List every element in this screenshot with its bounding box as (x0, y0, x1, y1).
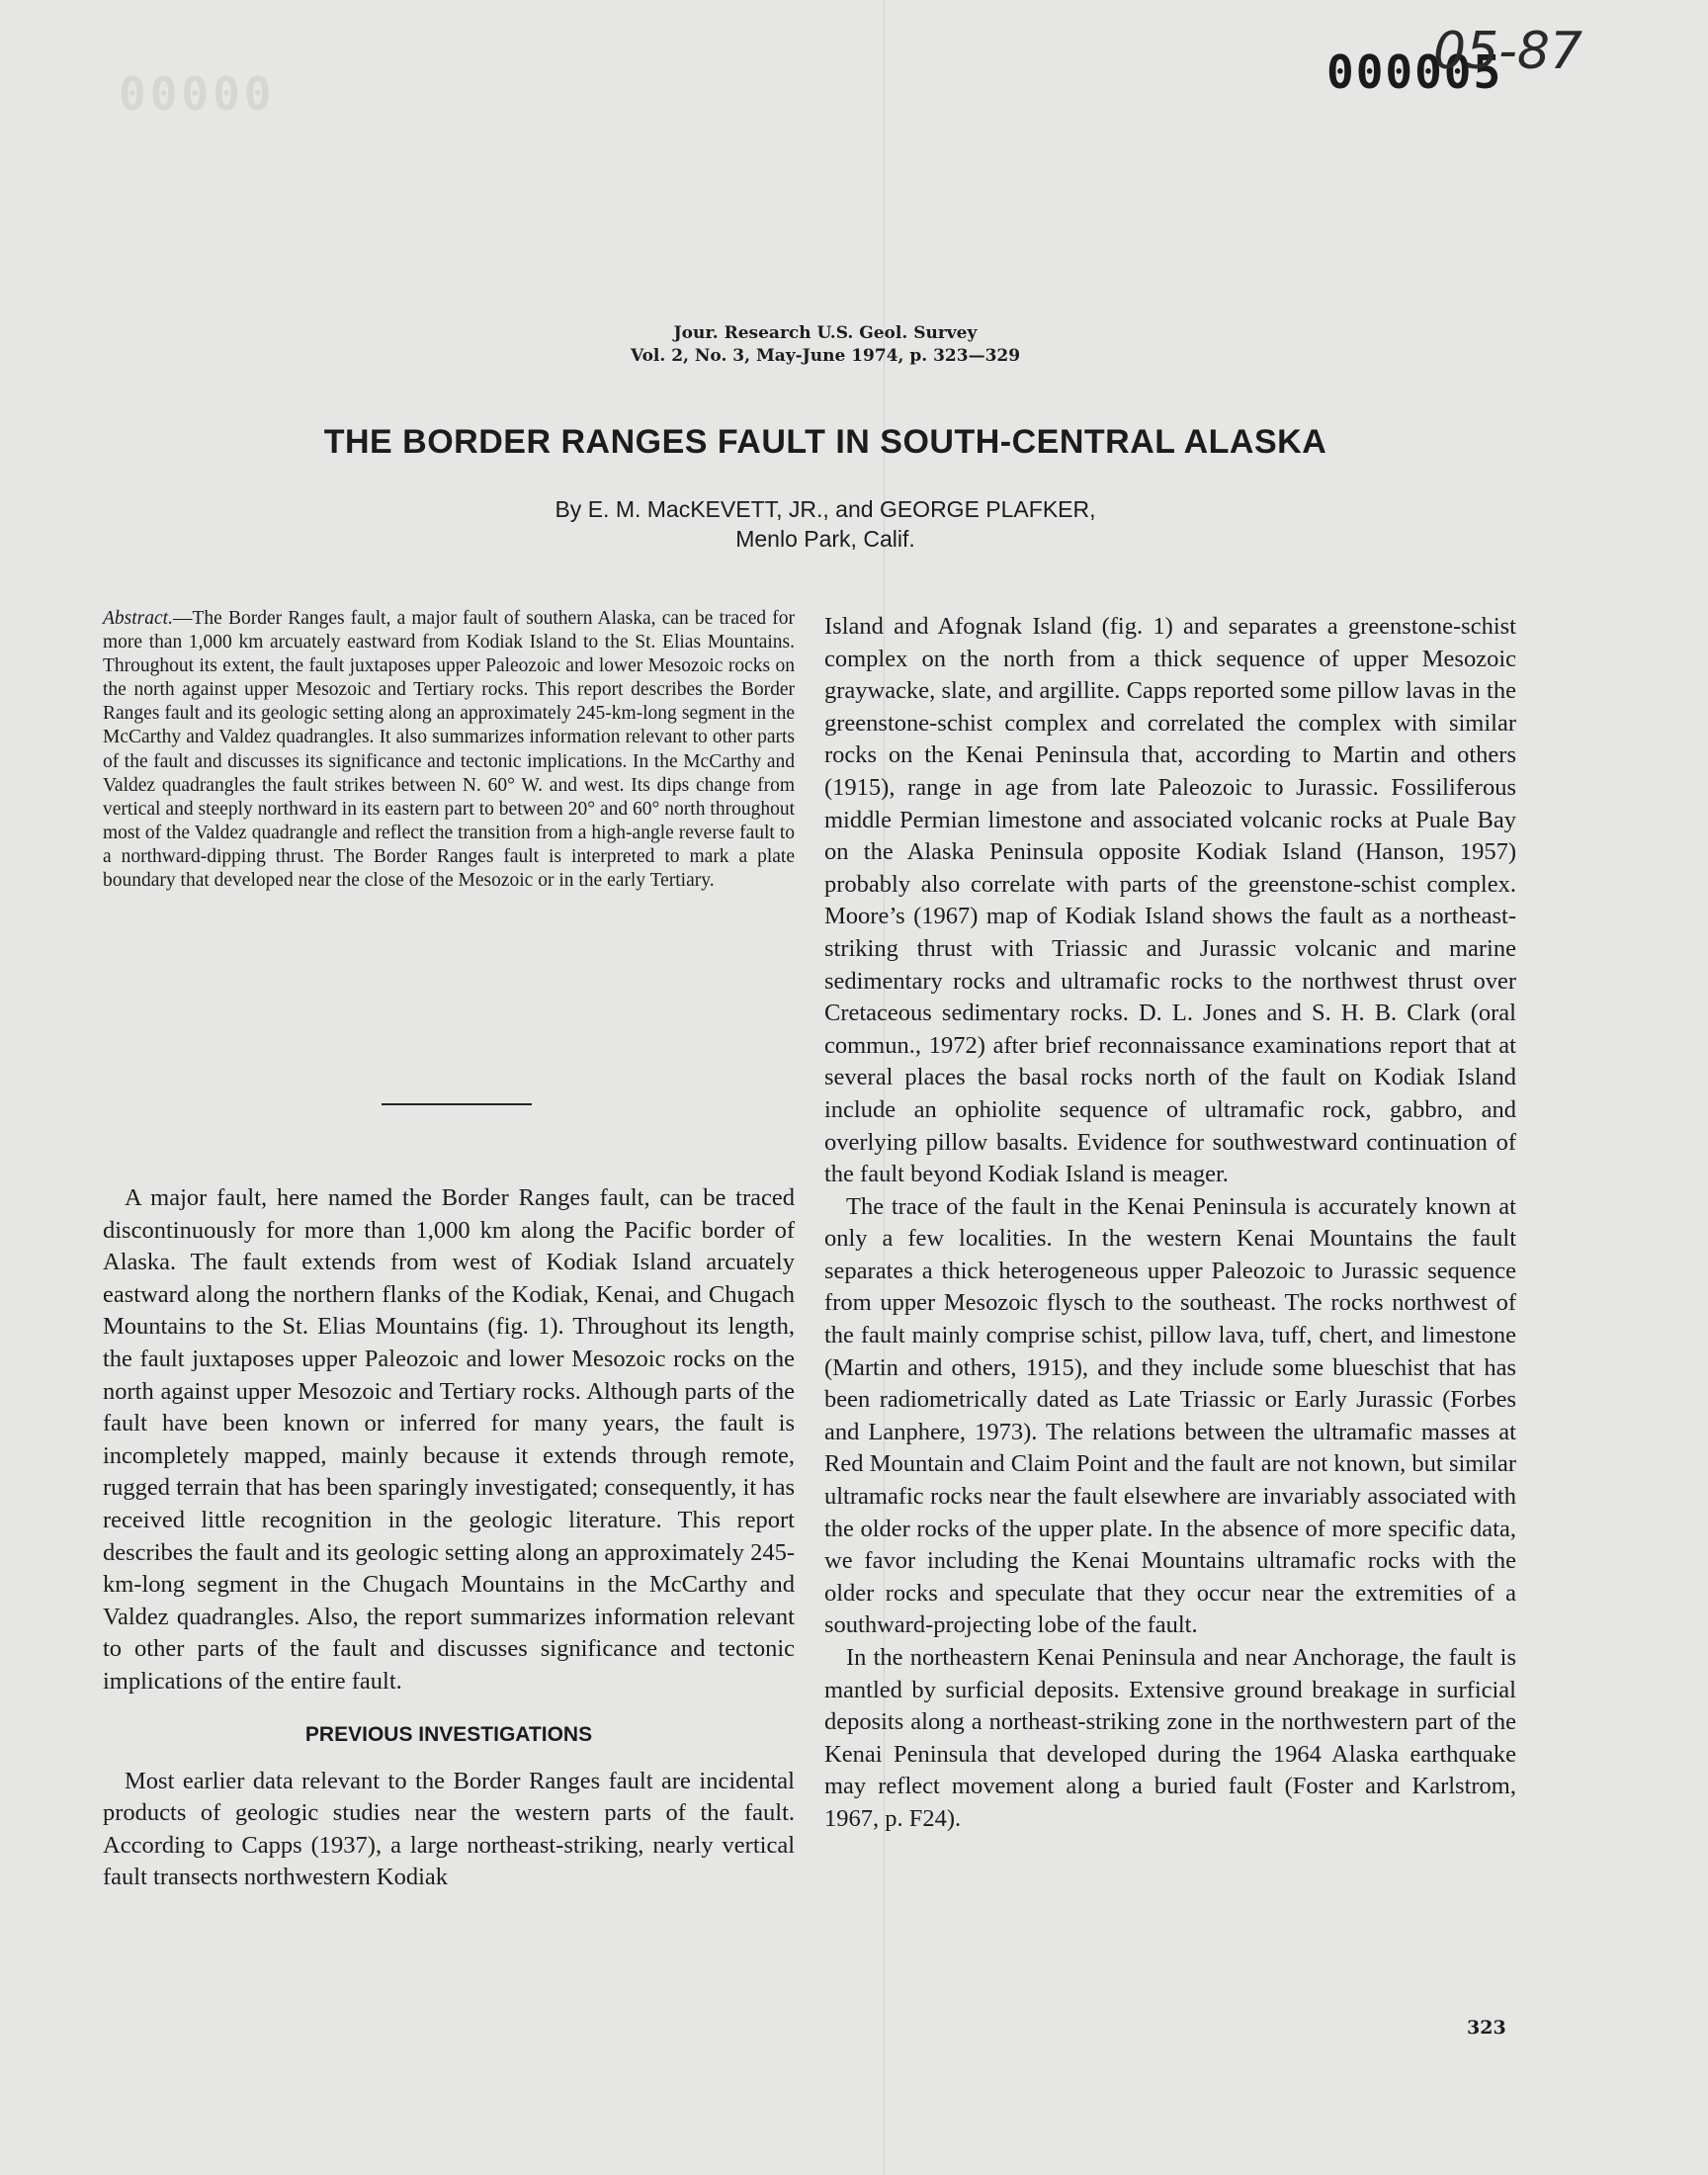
author-affiliation: Menlo Park, Calif. (735, 526, 915, 552)
intro-paragraph: A major fault, here named the Border Ranges fault, can be traced discontinuously for more than 1,000 km along the Pacific border of Alaska. The fault extends from west of Kodiak Island arcuately eastward along the northern flanks of the Kodiak, Kenai, and Chugach Mountains to the St. Elias Mountains (fig. 1). Throughout its length, the fault juxtaposes upper Paleozoic and lower Mesozoic rocks on the north against upper Mesozoic and Tertiary rocks. Although parts of the fault have been known or inferred for many years, the fault is incompletely mapped, mainly because it extends through remote, rugged terrain that has been sparingly investigated; consequently, it has received little recognition in the geologic literature. This report describes the fault and its geologic setting along an approximately 245-km-long segment in the Chugach Mountains in the McCarthy and Valdez quadrangles. Also, the report summarizes information relevant to other parts of the fault and discusses significance and tectonic implications of the entire fault. (103, 1184, 795, 1695)
page-number: 323 (1467, 2017, 1506, 2039)
abstract (103, 607, 795, 893)
author-byline: By E. M. MacKEVETT, JR., and GEORGE PLAFKER, (555, 496, 1096, 522)
kenai-paragraph: The trace of the fault in the Kenai Peninsula is accurately known at only a few localities. In the western Kenai Mountains the fault separates a thick heterogeneous upper Paleozoic to Jurassic sequence from upper Mesozoic flysch to the southeast. The rocks northwest of the fault mainly comprise schist, pillow lava, tuff, chert, and limestone (Martin and others, 1915), and they include some blueschist that has been radiometrically dated as Late Triassic or Early Jurassic (Forbes and Lanphere, 1973). The relations between the ultramafic masses at Red Mountain and Claim Point and the fault are not known, but similar ultramafic rocks near the fault elsewhere are invariably associated with the older rocks of the upper plate. In the absence of more specific data, we favor including the Kenai Mountains ultramafic rocks with the older rocks and speculate that they occur near the extremities of a southward-projecting lobe of the fault. (824, 1192, 1516, 1639)
body-left-column (103, 1182, 795, 1894)
previous-investigations-paragraph: Most earlier data relevant to the Border Ranges fault are incidental products of geologic studies near the western parts of the fault. According to Capps (1937), a large northeast-striking, nearly vertical fault transects northwestern Kodiak (103, 1767, 795, 1891)
document-stamp-number: 000005 (1326, 45, 1503, 99)
handwritten-note: 05-87 (1433, 22, 1583, 81)
continuation-paragraph: Island and Afognak Island (fig. 1) and separates a greenstone-schist complex on the north from a thick sequence of upper Mesozoic graywacke, slate, and argillite. Capps reported some pillow lavas in the greenstone-schist complex and correlated the complex with similar rocks on the Kenai Peninsula that, according to Martin and others (1915), range in age from late Paleozoic to Jurassic. Fossiliferous middle Permian limestone and associated volcanic rocks at Puale Bay on the Alaska Peninsula opposite Kodiak Island (Hanson, 1957) probably also correlate with parts of the greenstone-schist complex. Moore’s (1967) map of Kodiak Island shows the fault as a northeast-striking thrust with Triassic and Jurassic volcanic and marine sedimentary rocks and ultramafic rocks to the northwest thrust over Cretaceous sedimentary rocks. D. L. Jones and S. H. B. Clark (oral commun., 1972) after brief reconnaissance examinations report that at several places the basal rocks north of the fault on Kodiak Island include an ophiolite sequence of ultramafic rock, gabbro, and overlying pillow basalts. Evidence for southwestward continuation of the fault beyond Kodiak Island is meager. (824, 613, 1516, 1188)
abstract-label: Abstract. (103, 608, 173, 629)
anchorage-paragraph: In the northeastern Kenai Peninsula and near Anchorage, the fault is mantled by surficial deposits. Extensive ground breakage in surficial deposits along a northeast-striking zone in the northwestern part of the Kenai Peninsula that developed during the 1964 Alaska earthquake may reflect movement along a buried fault (Foster and Karlstrom, 1967, p. F24). (824, 1644, 1516, 1832)
section-heading-previous-investigations: PREVIOUS INVESTIGATIONS (304, 1722, 593, 1746)
citation-line-2: Vol. 2, No. 3, May-June 1974, p. 323—329 (630, 346, 1021, 366)
journal-citation (0, 322, 1651, 368)
author-block (0, 494, 1651, 554)
abstract-text: —The Border Ranges fault, a major fault of southern Alaska, can be traced for more than 1,000 km arcuately eastward from Kodiak Island to the St. Elias Mountains. Throughout its extent, the fault juxtaposes upper Paleozoic and lower Mesozoic rocks on the north against upper Mesozoic and Tertiary rocks. This report describes the Border Ranges fault and its geologic setting along an approximately 245-km-long segment in the McCarthy and Valdez quadrangles. It also summarizes information relevant to other parts of the fault and discusses its significance and tectonic implications. In the McCarthy and Valdez quadrangles the fault strikes between N. 60° W. and west. Its dips change from vertical and steeply northward in its eastern part to between 20° and 60° north throughout most of the Valdez quadrangle and reflect the transition from a high-angle reverse fault to a northward-dipping thrust. The Border Ranges fault is interpreted to mark a plate boundary that developed near the close of the Mesozoic or in the early Tertiary. (103, 608, 795, 892)
section-divider (382, 1103, 532, 1105)
stamp-bleedthrough: 00000 (119, 67, 276, 121)
paper-title: THE BORDER RANGES FAULT IN SOUTH-CENTRAL ALASKA (323, 423, 1327, 461)
body-right-column (824, 611, 1516, 1836)
citation-line-1: Jour. Research U.S. Geol. Survey (673, 323, 978, 343)
